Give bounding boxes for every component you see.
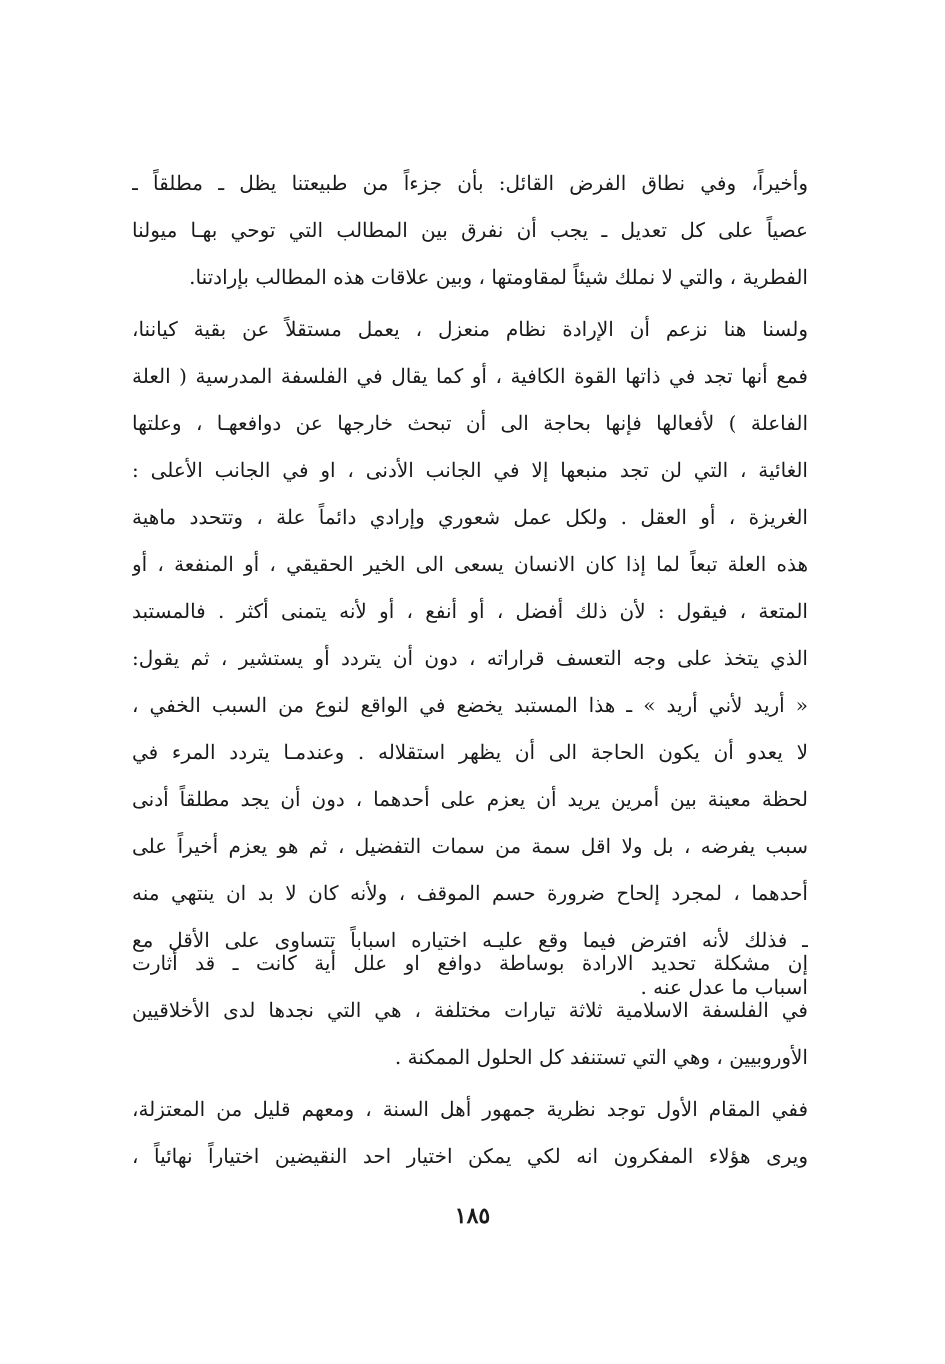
paragraph-4-line-1: ففي المقام الأول توجد نظرية جمهور أهل السنة ، ومعهم قليل من المعتزلة، <box>132 1097 808 1121</box>
paragraph-2-line-12: سبب يفرضه ، بل ولا اقل سمة من سمات التفضيل ، ثم هو يعزم أخيراً على <box>132 834 808 858</box>
paragraph-2-line-13: أحدهما ، لمجرد إلحاح ضرورة حسم الموقف ، ولأنه كان لا بد ان ينتهي منه <box>132 881 808 905</box>
paragraph-2-line-14: ـ فذلك لأنه افترض فيما وقع عليـه اختياره اسباباً تتساوى على الأقل مع <box>132 928 808 952</box>
paragraph-1-line-2: عصياً على كل تعديل ـ يجب أن نفرق بين المطالب التي توحي بهـا ميولنا <box>132 218 808 242</box>
paragraph-2-line-9: « أريد لأني أريد » ـ هذا المستبد يخضع في الواقع لنوع من السبب الخفي ، <box>132 693 808 717</box>
paragraph-2-line-4: الغائية ، التي لن تجد منبعها إلا في الجانب الأدنى ، او في الجانب الأعلى : <box>132 458 808 482</box>
paragraph-2-line-7: المتعة ، فيقول : لأن ذلك أفضل ، أو أنفع ، أو لأنه يتمنى أكثر . فالمستبد <box>132 599 808 623</box>
page-number: ١٨٥ <box>454 1203 491 1229</box>
paragraph-3-line-1: إن مشكلة تحديد الارادة بوساطة دوافع او علل أية كانت ـ قد أثارت <box>132 951 808 975</box>
paragraph-4-line-2: ويرى هؤلاء المفكرون انه لكي يمكن اختيار احد النقيضين اختياراً نهائياً ، <box>132 1144 808 1168</box>
paragraph-2-line-3: الفاعلة ) لأفعالها فإنها بحاجة الى أن تبحث خارجها عن دوافعهـا ، وعلتها <box>132 411 808 435</box>
paragraph-2-line-2: فمع أنها تجد في ذاتها القوة الكافية ، أو كما يقال في الفلسفة المدرسية ( العلة <box>132 364 808 388</box>
paragraph-2-line-1: ولسنا هنا نزعم أن الإرادة نظام منعزل ، يعمل مستقلاً عن بقية كياننا، <box>132 317 808 341</box>
paragraph-3-line-2: في الفلسفة الاسلامية ثلاثة تيارات مختلفة ، هي التي نجدها لدى الأخلاقيين <box>132 998 808 1022</box>
paragraph-1-line-1: وأخيراً، وفي نطاق الفرض القائل: بأن جزءاً من طبيعتنا يظل ـ مطلقاً ـ <box>132 171 808 195</box>
paragraph-2-line-15: اسباب ما عدل عنه . <box>640 975 808 999</box>
paragraph-2-line-11: لحظة معينة بين أمرين يريد أن يعزم على أحدهما ، دون أن يجد مطلقاً أدنى <box>132 787 808 811</box>
paragraph-2-line-5: الغريزة ، أو العقل . ولكل عمل شعوري وإرادي دائماً علة ، وتتحدد ماهية <box>132 505 808 529</box>
paragraph-2 <box>132 306 808 1011</box>
paragraph-2-line-8: الذي يتخذ على وجه التعسف قراراته ، دون أن يتردد أو يستشير ، ثم يقول: <box>132 646 808 670</box>
paragraph-3 <box>132 940 808 1081</box>
paragraph-2-line-10: لا يعدو أن يكون الحاجة الى أن يظهر استقلاله . وعندمـا يتردد المرء في <box>132 740 808 764</box>
paragraph-2-line-6: هذه العلة تبعاً لما إذا كان الانسان يسعى الى الخير الحقيقي ، أو المنفعة ، أو <box>132 552 808 576</box>
paragraph-4 <box>132 1086 808 1180</box>
paragraph-1 <box>132 160 808 301</box>
paragraph-1-line-3: الفطرية ، والتي لا نملك شيئاً لمقاومتها ، وبين علاقات هذه المطالب بإرادتنا. <box>189 265 808 289</box>
paragraph-3-line-3: الأوروبيين ، وهي التي تستنفد كل الحلول الممكنة . <box>394 1045 808 1069</box>
